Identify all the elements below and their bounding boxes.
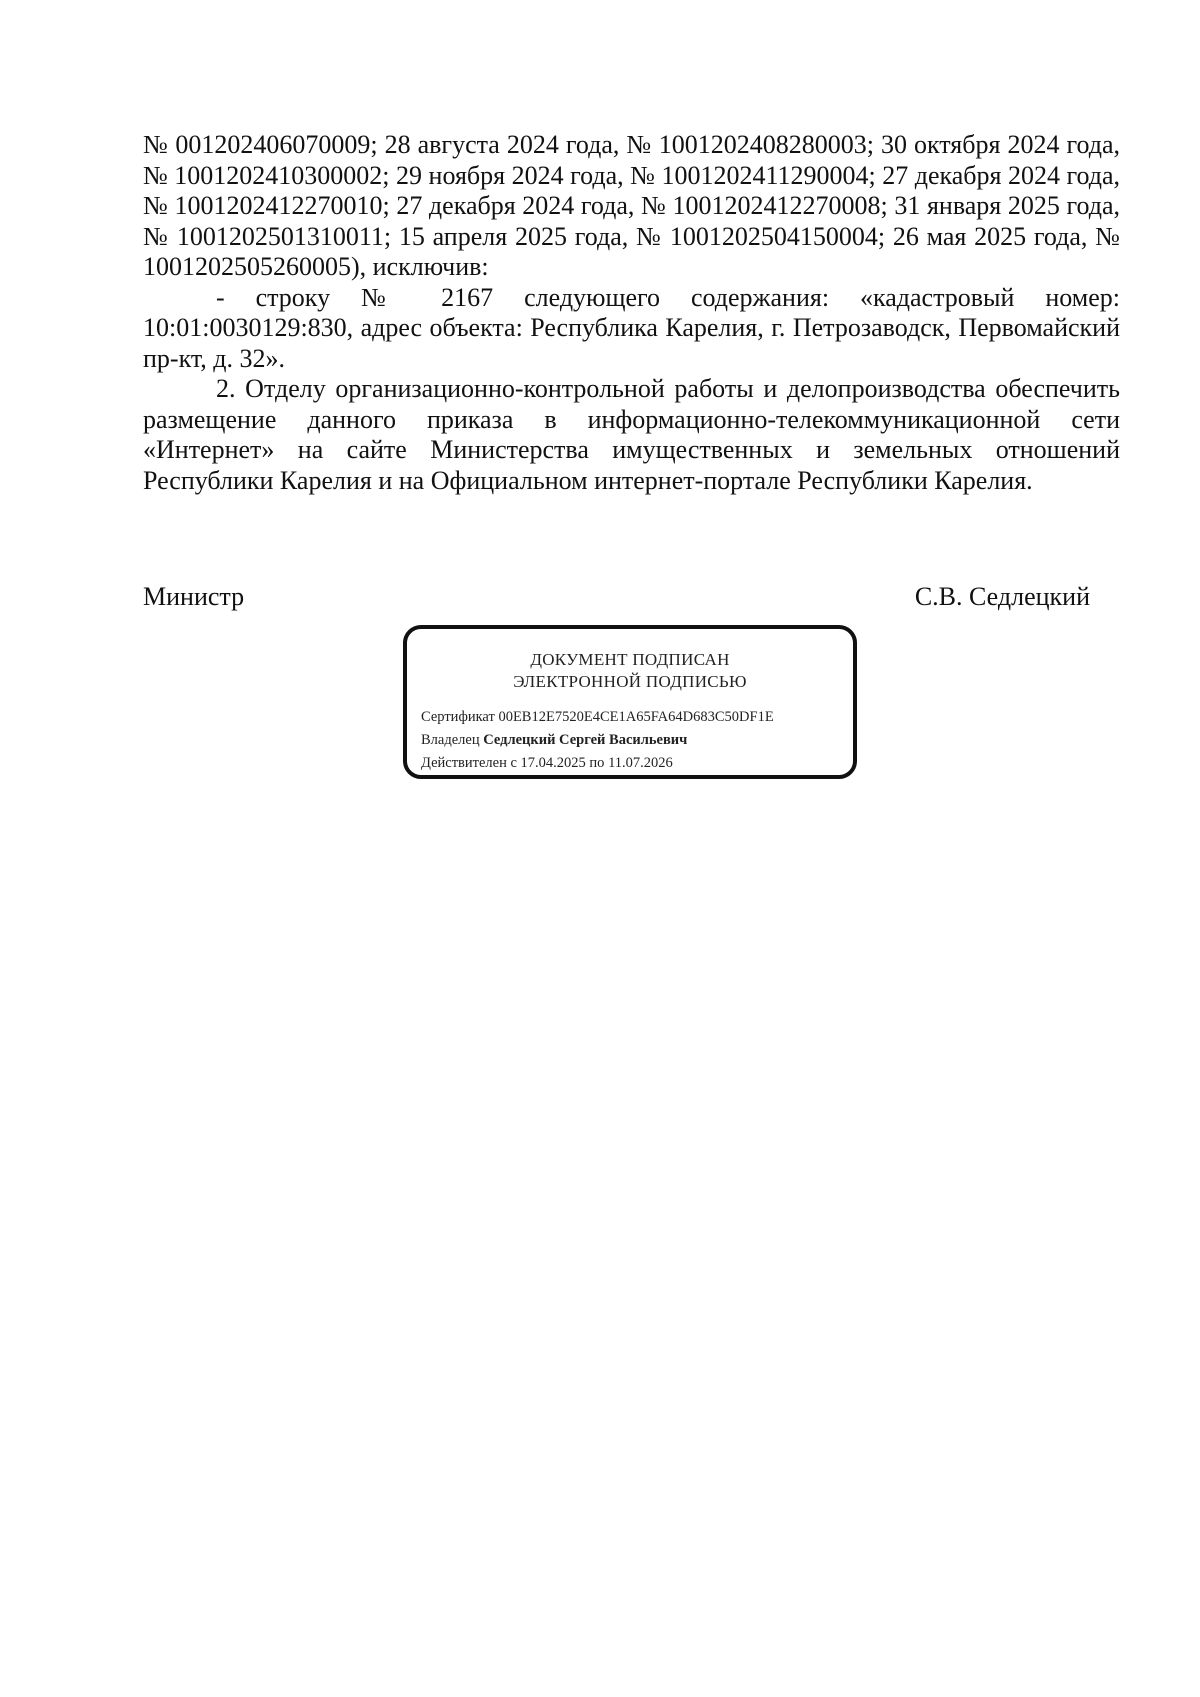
electronic-signature-stamp	[403, 625, 857, 779]
certificate-value: 00EB12E7520E4CE1A65FA64D683C50DF1E	[498, 709, 774, 725]
body-paragraph-exclusion-item: - строку № 2167 следующего содержания: «кадастровый номер: 10:01:0030129:830, адрес объекта: Республика Карелия, г. Петрозаводск, Первомайский пр-кт, д. 32».	[143, 282, 1120, 373]
stamp-title-line-1: ДОКУМЕНТ ПОДПИСАН	[530, 650, 730, 669]
valid-from: 17.04.2025	[520, 755, 586, 771]
valid-label: Действителен с	[421, 755, 517, 771]
stamp-owner-row	[421, 730, 687, 750]
valid-to-label: по	[589, 755, 605, 771]
signatory-role: Министр	[143, 582, 245, 611]
body-paragraph-continuation: № 001202406070009; 28 августа 2024 года, № 1001202408280003; 30 октября 2024 года, № 1001202410300002; 29 ноября 2024 года, № 1001202411290004; 27 декабря 2024 года, № 1001202412270010; 27 декабря 2024 года, № 1001202412270008; 31 января 2025 года, № 1001202501310011; 15 апреля 2025 года, № 1001202504150004; 26 мая 2025 года, № 1001202505260005), исключив:	[143, 130, 1120, 281]
signatory-name: С.В. Седлецкий	[914, 582, 1090, 611]
certificate-label: Сертификат	[421, 709, 495, 725]
stamp-certificate-row	[421, 707, 774, 727]
document-body	[143, 130, 1120, 496]
valid-to: 11.07.2026	[608, 755, 673, 771]
stamp-title-line-2: ЭЛЕКТРОННОЙ ПОДПИСЬЮ	[513, 672, 747, 691]
body-paragraph-publication-order: 2. Отделу организационно-контрольной работы и делопроизводства обеспечить размещение данного приказа в информационно-телекоммуникационной сети «Интернет» на сайте Министерства имущественных и земельных отношений Республики Карелия и на Официальном интернет-портале Республики Карелия.	[143, 374, 1120, 495]
stamp-validity-row	[421, 753, 673, 773]
owner-label: Владелец	[421, 732, 480, 748]
owner-value: Седлецкий Сергей Васильевич	[483, 732, 688, 748]
